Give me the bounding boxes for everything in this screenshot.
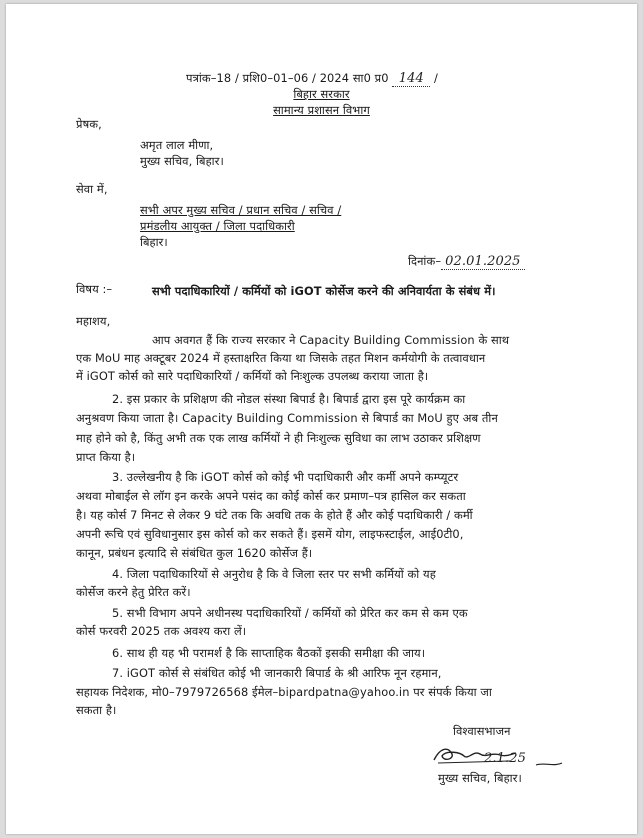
body-line: 5. सभी विभाग अपने अधीनस्थ पदाधिकारियों / कर्मियों को प्रेरित कर कम से कम एक bbox=[112, 606, 468, 620]
to-label: सेवा में, bbox=[76, 182, 108, 196]
body-line: कोर्सेज करने हेतु प्रेरित करें। bbox=[76, 585, 191, 599]
ref-prefix: पत्रांक–18 / प्रशि0–01–06 / 2024 सा0 प्र0 bbox=[186, 71, 389, 85]
letter-page bbox=[6, 4, 637, 834]
body-line: अथवा मोबाईल से लॉग इन करके अपने पसंद का कोई कोर्स कर प्रमाण–पत्र हासिल कर सकता bbox=[76, 489, 466, 503]
recipient-line: सभी अपर मुख्य सचिव / प्रधान सचिव / सचिव / bbox=[140, 203, 342, 217]
body-line: एक MoU माह अक्टूबर 2024 में हस्ताक्षरित किया था जिसके तहत मिशन कर्मयोगी के तत्वावधान bbox=[76, 351, 486, 365]
recipient-line: बिहार। bbox=[140, 235, 168, 249]
body-line: प्राप्त किया है। bbox=[76, 450, 136, 464]
body-line: है। यह कोर्स 7 मिनट से लेकर 9 घंटे तक कि अवधि तक के होते हैं और कोई पदाधिकारी / कर्मी bbox=[76, 508, 473, 522]
subject-label: विषय :– bbox=[76, 282, 113, 296]
from-label: प्रेषक, bbox=[76, 117, 102, 131]
body-line: कानून, प्रबंधन इत्यादि से संबंधित कुल 1620 कोर्सेज हैं। bbox=[76, 546, 313, 560]
govt-title: बिहार सरकार bbox=[293, 87, 350, 101]
ref-number: 144 bbox=[392, 72, 430, 87]
body-line: कोर्स फरवरी 2025 तक अवश्य करा लें। bbox=[76, 624, 247, 638]
sender-title: मुख्य सचिव, बिहार। bbox=[140, 154, 224, 168]
body-line: में iGOT कोर्स को सारे पदाधिकारियों / कर्मियों को निःशुल्क उपलब्ध कराया जाता है। bbox=[76, 369, 429, 383]
body-line: आप अवगत हैं कि राज्य सरकार ने Capacity Building Commission के साथ bbox=[152, 333, 510, 347]
sender-name: अमृत लाल मीणा, bbox=[140, 138, 214, 152]
reference-number bbox=[186, 71, 438, 87]
body-line: 3. उल्लेखनीय है कि iGOT कोर्स को कोई भी पदाधिकारी और कर्मी अपने कम्प्यूटर bbox=[112, 470, 459, 484]
closing: विश्वासभाजन bbox=[453, 724, 511, 738]
date-value: 02.01.2025 bbox=[441, 255, 524, 270]
ref-suffix: / bbox=[434, 71, 438, 85]
body-line: सहायक निदेशक, मो0–7979726568 ईमेल–bipardpatna@yahoo.in पर संपर्क किया जा bbox=[76, 685, 492, 699]
recipient-line: प्रमंडलीय आयुक्त / जिला पदाधिकारी bbox=[140, 219, 295, 233]
body-line: अनुश्रवण किया जाता है। Capacity Building Commission से बिपार्ड का MoU हुए अब तीन bbox=[76, 411, 498, 425]
body-line: माह होने को है, किंतु अभी तक एक लाख कर्मियों ने ही निःशुल्क सुविधा का लाभ उठाकर प्रशिक्षण bbox=[76, 431, 481, 445]
signature-stroke-icon bbox=[534, 760, 564, 768]
subject-text: सभी पदाधिकारियों / कर्मियों को iGOT कोर्सेज करने की अनिवार्यता के संबंध में। bbox=[152, 284, 496, 298]
dept-title: सामान्य प्रशासन विभाग bbox=[273, 103, 370, 117]
date bbox=[408, 254, 525, 270]
signature-date: 2.1.25 bbox=[484, 751, 526, 766]
body-line: 4. जिला पदाधिकारियों से अनुरोध है कि वे जिला स्तर पर सभी कर्मियों को यह bbox=[112, 567, 436, 581]
body-line: 7. iGOT कोर्स से संबंधित कोई भी जानकारी बिपार्ड के श्री आरिफ नून रहमान, bbox=[112, 666, 442, 680]
body-line: सकता है। bbox=[76, 703, 117, 717]
body-line: 6. साथ ही यह भी परामर्श है कि साप्ताहिक बैठकों इसकी समीक्षा की जाय। bbox=[112, 646, 426, 660]
salutation: महाशय, bbox=[76, 314, 111, 328]
body-line: 2. इस प्रकार के प्रशिक्षण की नोडल संस्था बिपार्ड है। बिपार्ड द्वारा इस पूरे कार्यक्रम का bbox=[112, 392, 466, 406]
body-line: अपनी रूचि एवं सुविधानुसार इस कोर्स को कर सकते हैं। इसमें योग, लाइफस्टाईल, आई0टी0, bbox=[76, 527, 464, 541]
date-label: दिनांक– bbox=[408, 254, 442, 268]
signature-title: मुख्य सचिव, बिहार। bbox=[438, 771, 522, 785]
